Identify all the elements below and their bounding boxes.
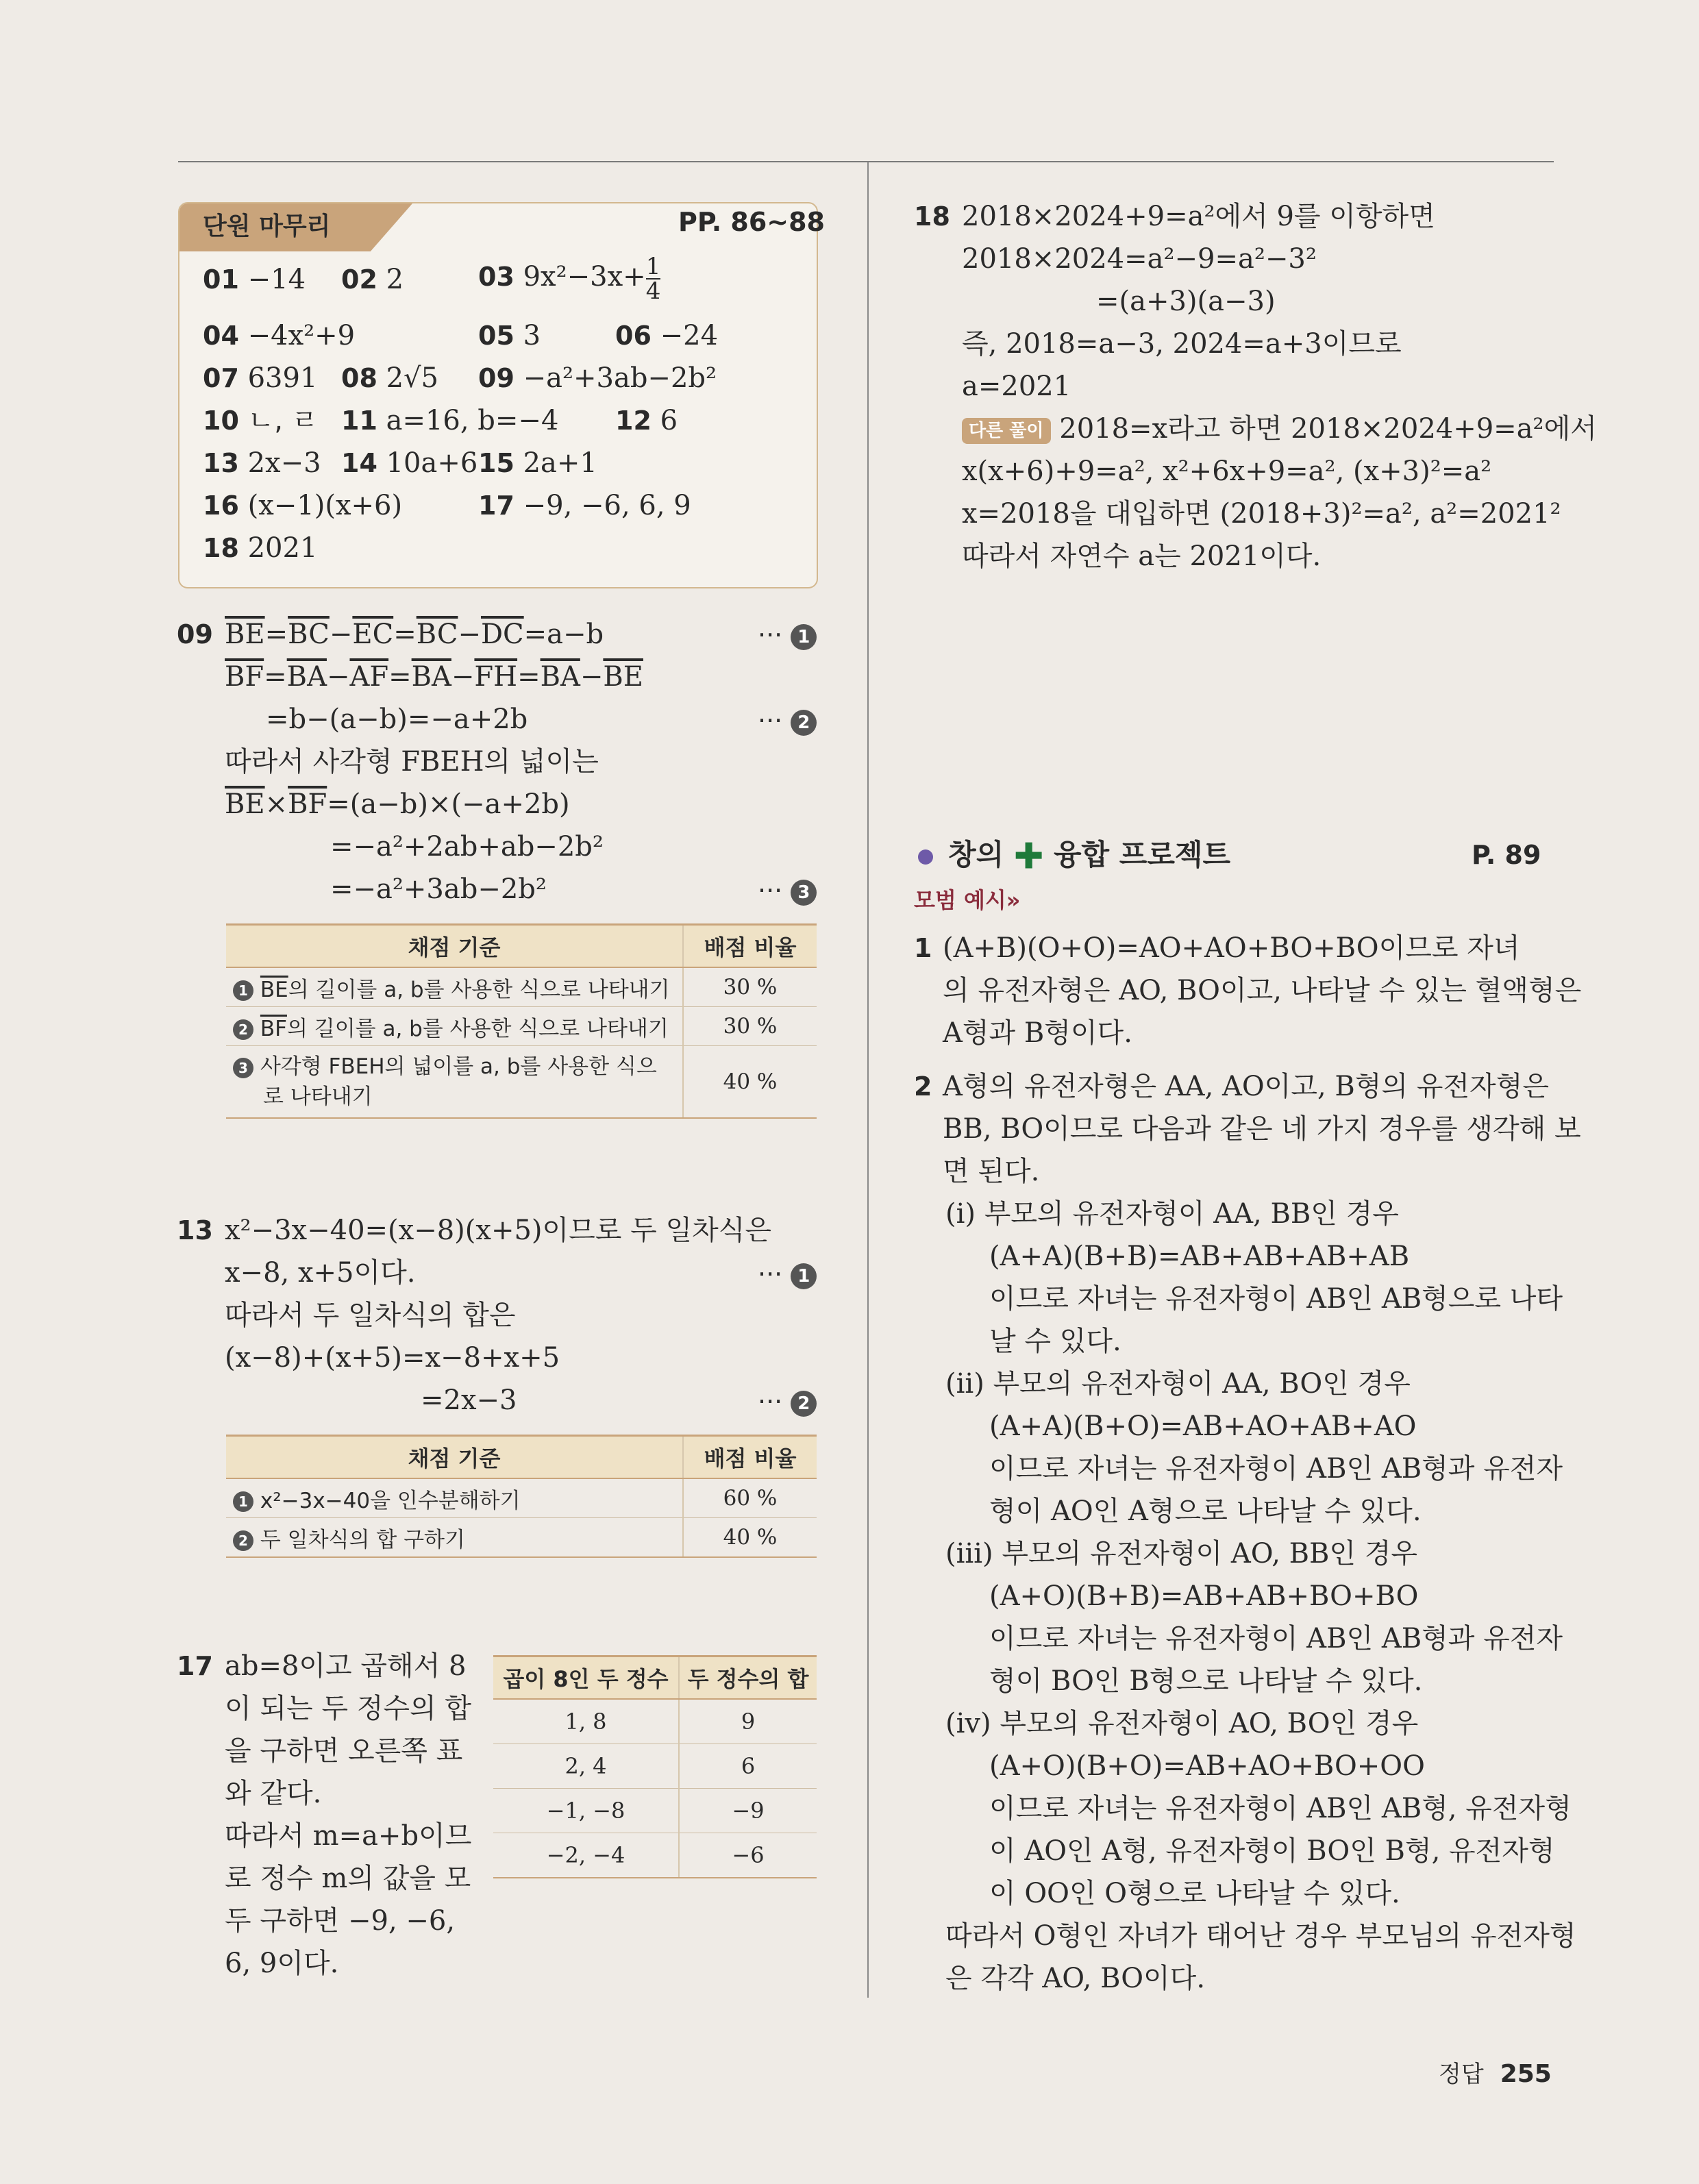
grading-table-09	[226, 923, 817, 1119]
q1-line-3: A형과 B형이다.	[943, 1017, 1132, 1049]
prod-header-pairs: 곱이 8인 두 정수	[493, 1656, 679, 1700]
q1-number: 1	[914, 933, 932, 963]
case-3-line-1: (A+O)(B+B)=AB+AB+BO+BO	[989, 1580, 1419, 1612]
p13-line-4: (x−8)+(x+5)=x−8+x+5	[225, 1342, 560, 1374]
case-1-head: (ⅰ) 부모의 유전자형이 AA, BB인 경우	[945, 1198, 1399, 1230]
case-1-line-2: 이므로 자녀는 유전자형이 AB인 AB형으로 나타	[989, 1283, 1563, 1315]
answer-02: 02 2	[341, 264, 404, 295]
alt-solution-badge: 다른 풀이	[962, 418, 1051, 444]
product-sum-table	[493, 1655, 817, 1878]
table-row: −1, −8 −9	[493, 1789, 817, 1833]
answer-06: 06 −24	[615, 320, 719, 351]
p13-step-1-marker: ··· 1	[758, 1259, 817, 1289]
grade-header-criteria: 채점 기준	[226, 925, 683, 968]
p13-step-2-marker: ··· 2	[758, 1387, 817, 1417]
page-number: 255	[1500, 2060, 1552, 2088]
p09-line-7: =−a²+3ab−2b²	[330, 873, 547, 905]
grading-table-13	[226, 1435, 817, 1558]
problem-17-number: 17	[177, 1651, 213, 1681]
plus-icon: ✚	[1013, 836, 1044, 878]
project-title: 창의 ✚ 융합 프로젝트	[918, 833, 1230, 879]
column-divider	[867, 162, 869, 1998]
answer-13: 13 2x−3	[203, 447, 321, 479]
p18-line-8: x=2018을 대입하면 (2018+3)²=a², a²=2021²	[962, 498, 1561, 530]
p18-line-7: x(x+6)+9=a², x²+6x+9=a², (x+3)²=a²	[962, 456, 1492, 487]
q2-line-1: A형의 유전자형은 AA, AO이고, B형의 유전자형은	[943, 1071, 1549, 1102]
p09-line-6: =−a²+2ab+ab−2b²	[330, 831, 604, 863]
case-1-line-3: 날 수 있다.	[989, 1326, 1121, 1357]
case-4-line-2: 이므로 자녀는 유전자형이 AB인 AB형, 유전자형	[989, 1793, 1572, 1824]
p09-line-1: $\overline{BE}=\overline{BC}-\overline{EC}=\overline{BC}-\overline{DC}=a-b$	[225, 619, 604, 650]
case-4-line-4: 이 OO인 O형으로 나타날 수 있다.	[989, 1878, 1400, 1909]
answer-05: 05 3	[478, 320, 541, 351]
p18-line-4: 즉, 2018=a−3, 2024=a+3이므로	[962, 328, 1402, 360]
p18-line-3: =(a+3)(a−3)	[1096, 286, 1276, 317]
q2-line-3: 면 된다.	[943, 1156, 1040, 1187]
p09-line-5: $\overline{BE}\times\overline{BF}=(a-b)\times(-a+2b)$	[225, 789, 570, 820]
problem-13-number: 13	[177, 1215, 213, 1245]
p18-line-1: 2018×2024+9=a²에서 9를 이항하면	[962, 201, 1435, 232]
q2-conclusion-2: 은 각각 AO, BO이다.	[945, 1963, 1206, 1994]
case-2-line-1: (A+A)(B+O)=AB+AO+AB+AO	[989, 1411, 1417, 1442]
project-page: P. 89	[1472, 840, 1541, 870]
case-2-line-2: 이므로 자녀는 유전자형이 AB인 AB형과 유전자	[989, 1453, 1563, 1485]
grade-header-ratio: 배점 비율	[683, 1436, 817, 1479]
top-rule	[178, 161, 1554, 162]
answer-11: 11 a=16, b=−4	[341, 405, 559, 436]
table-row: 1, 8 9	[493, 1699, 817, 1744]
p09-line-2: $\overline{BF}=\overline{BA}-\overline{AF}=\overline{BA}-\overline{FH}=\overline{BA}-\overline{BE}$	[225, 661, 643, 693]
case-4-line-3: 이 AO인 A형, 유전자형이 BO인 B형, 유전자형	[989, 1835, 1555, 1867]
p13-line-1: x²−3x−40=(x−8)(x+5)이므로 두 일차식은	[225, 1215, 772, 1246]
q1-line-2: 의 유전자형은 AO, BO이고, 나타날 수 있는 혈액형은	[943, 975, 1582, 1006]
problem-09-number: 09	[177, 619, 213, 649]
p13-line-2: x−8, x+5이다.	[225, 1257, 416, 1289]
table-row: 2 $\overline{BF}$의 길이를 a, b를 사용한 식으로 나타내기 30 %	[226, 1007, 817, 1046]
model-example-label: 모범 예시»	[914, 887, 1021, 913]
p18-line-2: 2018×2024=a²−9=a²−3²	[962, 243, 1317, 275]
p09-line-4: 따라서 사각형 FBEH의 넓이는	[225, 746, 599, 778]
answer-14: 14 10a+6	[341, 447, 478, 479]
p09-step-1-marker: ··· 1	[758, 620, 817, 650]
answer-09: 09 −a²+3ab−2b²	[478, 362, 717, 394]
case-4-head: (ⅳ) 부모의 유전자형이 AO, BO인 경우	[945, 1708, 1419, 1739]
case-3-head: (ⅲ) 부모의 유전자형이 AO, BB인 경우	[945, 1538, 1418, 1569]
grade-header-ratio: 배점 비율	[683, 925, 817, 968]
table-row: −2, −4 −6	[493, 1833, 817, 1878]
answer-16: 16 (x−1)(x+6)	[203, 490, 403, 521]
answer-08: 08 2√5	[341, 362, 438, 394]
case-2-head: (ⅱ) 부모의 유전자형이 AA, BO인 경우	[945, 1368, 1411, 1400]
summary-title: 단원 마무리	[203, 212, 331, 240]
case-1-line-1: (A+A)(B+B)=AB+AB+AB+AB	[989, 1241, 1410, 1272]
answer-01: 01 −14	[203, 264, 306, 295]
bullet-dot-icon	[918, 849, 933, 865]
prod-header-sums: 두 정수의 합	[679, 1656, 817, 1700]
footer-label: 정답	[1439, 2061, 1484, 2088]
problem-18-number: 18	[914, 201, 950, 232]
p09-line-3: =b−(a−b)=−a+2b	[266, 704, 528, 735]
q2-number: 2	[914, 1071, 932, 1102]
p13-line-3: 따라서 두 일차식의 합은	[225, 1300, 516, 1331]
p18-alt-solution: 다른 풀이 2018=x라고 하면 2018×2024+9=a²에서	[962, 410, 1597, 448]
table-row: 1 $\overline{BE}$의 길이를 a, b를 사용한 식으로 나타내기 30 %	[226, 967, 817, 1007]
p09-step-3-marker: ··· 3	[758, 876, 817, 906]
grade-header-criteria: 채점 기준	[226, 1436, 683, 1479]
answer-07: 07 6391	[203, 362, 318, 394]
case-4-line-1: (A+O)(B+O)=AB+AO+BO+OO	[989, 1750, 1425, 1782]
table-row: 1 x²−3x−40을 인수분해하기 60 %	[226, 1478, 817, 1518]
answer-03-fraction: $\frac{1}{4}$	[645, 253, 661, 305]
p18-line-9: 따라서 자연수 a는 2021이다.	[962, 541, 1322, 572]
table-row: 3 사각형 FBEH의 넓이를 a, b를 사용한 식으 로 나타내기 40 %	[226, 1046, 817, 1119]
case-2-line-3: 형이 AO인 A형으로 나타날 수 있다.	[989, 1496, 1422, 1527]
q1-line-1: (A+B)(O+O)=AO+AO+BO+BO이므로 자녀	[943, 932, 1520, 964]
answer-03: 03 9x²−3x+ $\frac{1}{4}$	[478, 253, 661, 305]
p09-step-2-marker: ··· 2	[758, 706, 817, 736]
answer-10: 10 ㄴ, ㄹ	[203, 405, 319, 436]
table-row: 2, 4 6	[493, 1744, 817, 1789]
answer-12: 12 6	[615, 405, 678, 436]
answer-15: 15 2a+1	[478, 447, 597, 479]
table-row: 2 두 일차식의 합 구하기 40 %	[226, 1518, 817, 1558]
q2-line-2: BB, BO이므로 다음과 같은 네 가지 경우를 생각해 보	[943, 1113, 1581, 1145]
answer-17: 17 −9, −6, 6, 9	[478, 490, 691, 521]
case-3-line-2: 이므로 자녀는 유전자형이 AB인 AB형과 유전자	[989, 1623, 1563, 1654]
p17-text: ab=8이고 곱해서 8 이 되는 두 정수의 합 을 구하면 오른쪽 표 와 같다. 따라서 m=a+b이므 로 정수 m의 값을 모 두 구하면 −9, −6, 6, 9이다.	[225, 1650, 472, 1979]
page-footer	[1439, 2055, 1552, 2094]
summary-pages: PP. 86~88	[678, 207, 825, 237]
p18-line-5: a=2021	[962, 371, 1071, 402]
p13-line-5: =2x−3	[421, 1385, 517, 1416]
answer-18: 18 2021	[203, 532, 318, 564]
q2-conclusion-1: 따라서 O형인 자녀가 태어난 경우 부모님의 유전자형	[945, 1920, 1576, 1952]
answer-04: 04 −4x²+9	[203, 320, 356, 351]
case-3-line-3: 형이 BO인 B형으로 나타날 수 있다.	[989, 1665, 1423, 1697]
